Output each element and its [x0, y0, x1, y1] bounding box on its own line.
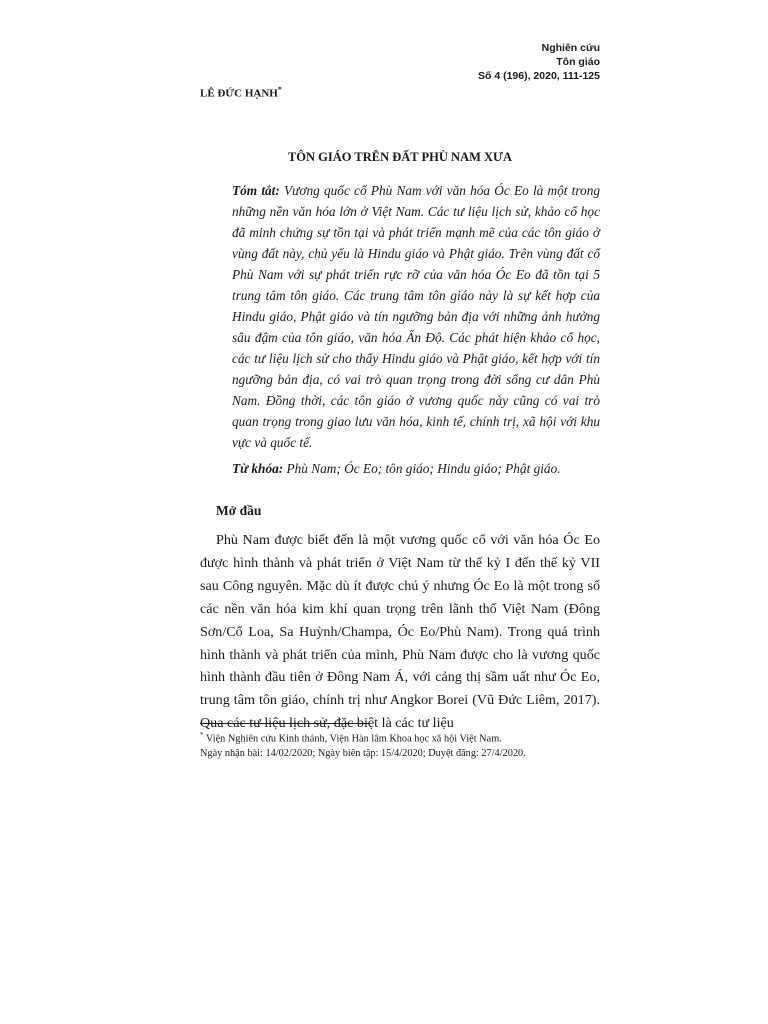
author-name	[200, 85, 282, 100]
intro-paragraph: Phù Nam được biết đến là một vương quốc cổ với văn hóa Óc Eo được hình thành và phát triển ở Việt Nam từ thế kỷ I đến thế kỷ VII sau Công nguyên. Mặc dù ít được chú ý nhưng Óc Eo là một trong số các nền văn hóa kim khí quan trọng trên lãnh thổ Việt Nam (Đông Sơn/Cổ Loa, Sa Huỳnh/Champa, Óc Eo/Phù Nam). Trong quá trình hình thành và phát triển của mình, Phù Nam được cho là vương quốc hình thành đầu tiên ở Đông Nam Á, với cảng thị sầm uất như Óc Eo, trung tâm tôn giáo, chính trị như Angkor Borei (Vũ Đức Liêm, 2017). Qua các tư liệu lịch sử, đặc biệt là các tư liệu	[200, 532, 600, 732]
abstract-paragraph	[232, 180, 600, 453]
footnotes	[200, 728, 620, 761]
journal-info	[478, 41, 600, 83]
footnote-affiliation-text: Viện Nghiên cứu Kinh thánh, Viện Hàn lâm Khoa học xã hội Việt Nam.	[205, 733, 502, 745]
footnote-mark: *	[200, 731, 204, 739]
journal-name-line2: Tôn giáo	[556, 56, 600, 68]
footnote-affiliation	[200, 728, 620, 746]
keywords-label: Từ khóa:	[232, 461, 284, 476]
footnote-divider	[200, 723, 369, 724]
section-heading: Mở đầu	[216, 503, 262, 518]
journal-issue: Số 4 (196), 2020, 111-125	[477, 70, 600, 82]
body-text	[200, 529, 600, 735]
abstract-text: Vương quốc cổ Phù Nam với văn hóa Óc Eo là một trong những nền văn hóa lớn ở Việt Nam. Các tư liệu lịch sử, khảo cổ học đã minh chứng sự tồn tại và phát triển mạnh mẽ của các tôn giáo ở vùng đất này, chủ yếu là Hindu giáo và Phật giáo. Trên vùng đất cổ Phù Nam với sự phát triển rực rỡ của văn hóa Óc Eo đã tồn tại 5 trung tâm tôn giáo. Các trung tâm tôn giáo này là sự kết hợp của Hindu giáo, Phật giáo và tín ngưỡng bản địa với những ảnh hưởng sâu đậm của tôn giáo, văn hóa Ấn Độ. Các phát hiện khảo cổ học, các tư liệu lịch sử cho thấy Hindu giáo và Phật giáo, kết hợp với tín ngưỡng bản địa, có vai trò quan trọng trong đời sống cư dân Phù Nam. Đồng thời, các tôn giáo ở vương quốc này cũng có vai trò quan trọng trong giao lưu văn hóa, kinh tế, chính trị, xã hội với khu vực và quốc tế.	[232, 183, 600, 450]
keywords-text: Phù Nam; Óc Eo; tôn giáo; Hindu giáo; Phật giáo.	[286, 461, 561, 476]
abstract	[232, 180, 600, 479]
article-title: TÔN GIÁO TRÊN ĐẤT PHÙ NAM XƯA	[287, 150, 513, 164]
abstract-label: Tóm tắt:	[232, 183, 280, 198]
footnote-dates: Ngày nhận bài: 14/02/2020; Ngày biên tập: 15/4/2020; Duyệt đăng: 27/4/2020.	[200, 748, 526, 760]
author-footnote-mark: *	[277, 85, 282, 94]
keywords	[232, 458, 600, 479]
author-name-text: LÊ ĐỨC HẠNH	[200, 87, 278, 100]
journal-name-line1: Nghiên cứu	[541, 42, 600, 54]
